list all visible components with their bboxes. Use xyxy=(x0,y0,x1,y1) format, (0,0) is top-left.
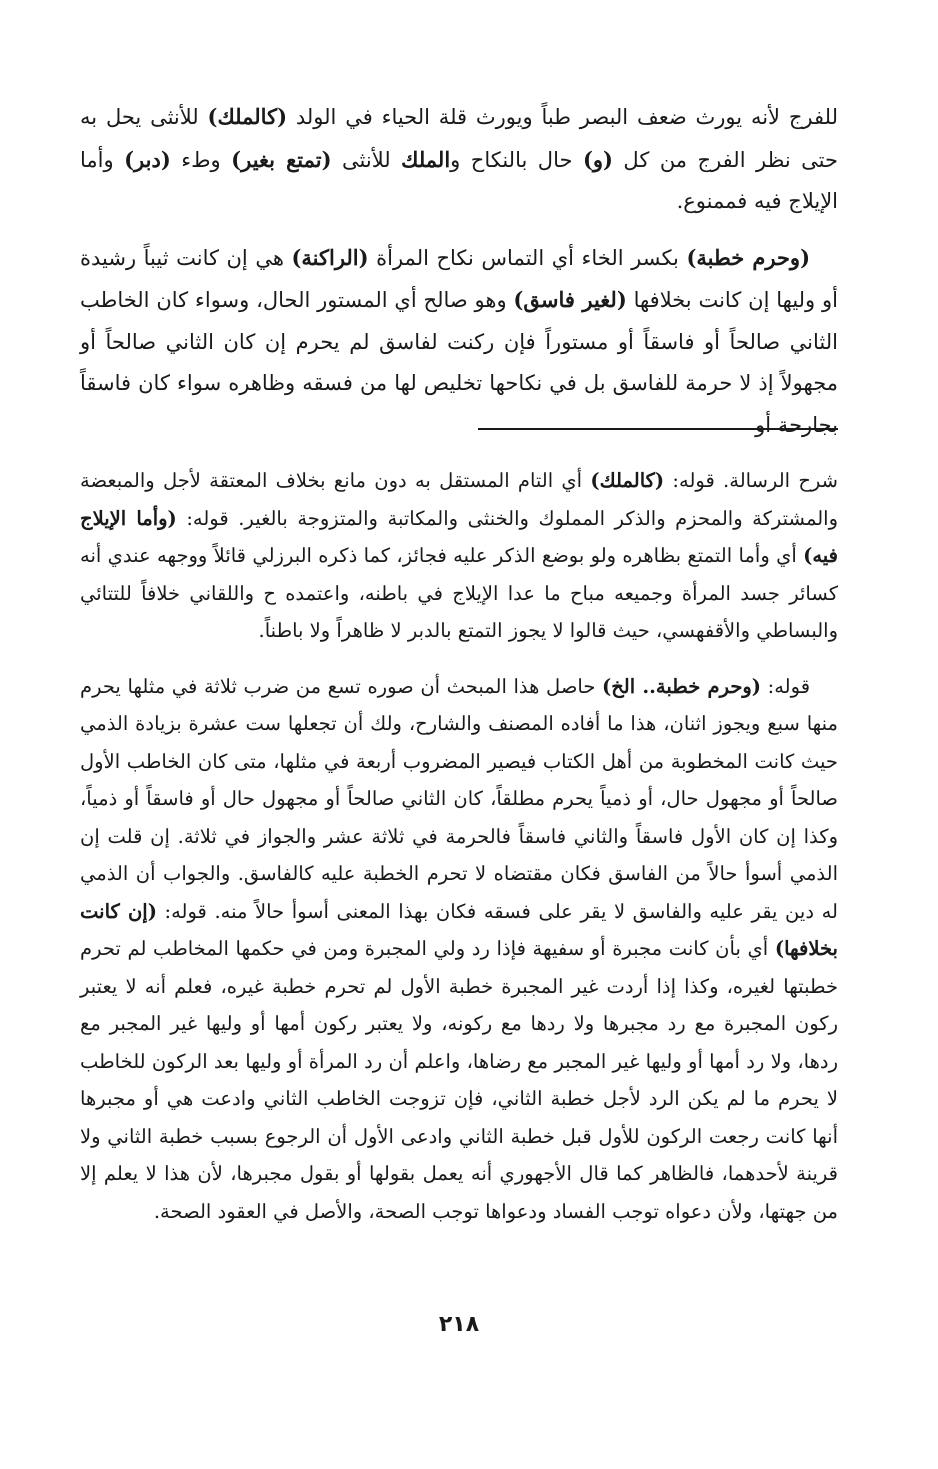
bold-term: الملك xyxy=(401,146,451,172)
commentary-paragraph-1 xyxy=(80,462,838,650)
text-run: للأنثى يحل به حتى نظر الفرج من كل xyxy=(80,105,838,172)
text-run: وهو صالح أي المستور الحال، وسواء كان الخاطب الثاني صالحاً أو فاسقاً أو مستوراً فإن ركنت لفاسق لم يحرم إن كان الثاني صالحاً أو مجهولاً إذ لا حرمة للفاسق بل في نكاحها تخليص لها من فسقه وظاهره سواء كان فاسقاً بجارحة أو xyxy=(80,288,838,437)
bold-term: (دبر) xyxy=(124,146,171,172)
bold-term: (الراكنة) xyxy=(291,244,369,270)
bold-term: (تمتع بغير) xyxy=(231,146,332,172)
text-run: للأنثى xyxy=(331,147,402,172)
text-run: أي بأن كانت مجبرة أو سفيهة فإذا رد ولي المجبرة ومن في حكمها المخاطب لم تحرم خطبتها لغيره، وكذا إذا أردت غير المجبرة خطبة الأول لم تحرم خطبة غيره، فعلم أنه لا يعتبر ركون المجبرة مع رد مجبرها ولا ردها مع ركونه، ولا يعتبر ركون أمها أو وليها غير المجبر مع ردها، ولا رد أمها أو وليها غير المجبر مع رضاها، واعلم أن رد المرأة أو وليها بعد الركون للخاطب لا يحرم ما لم يكن الرد لأجل خطبة الثاني، فإن تزوجت الخاطب الثاني وادعت هي أو مجبرها أنها كانت رجعت الركون للأول قبل خطبة الثاني وادعى الأول أن الرجوع بسبب خطبة الثاني ولا قرينة لأحدهما، فالظاهر كما قال الأجهوري أنه يعمل بقولها أو بقول مجبرها، لأن هذا لا يعلم إلا من جهتها، ولأن دعواه توجب الفساد ودعواها توجب الصحة، والأصل في العقود الصحة. xyxy=(80,937,838,1223)
main-text xyxy=(80,96,838,446)
bold-term: (إن كانت بخلافها) xyxy=(80,899,838,960)
text-run: هي إن كانت ثيباً رشيدة أو وليها إن كانت بخلافها xyxy=(80,245,838,312)
footnote-divider xyxy=(478,428,838,430)
text-run: شرح الرسالة. قوله: xyxy=(664,469,839,492)
main-paragraph-1 xyxy=(80,96,838,223)
main-paragraph-2 xyxy=(80,237,838,447)
commentary-paragraph-2 xyxy=(80,668,838,1231)
bold-term: (وأما الإيلاج فيه) xyxy=(80,506,838,567)
bold-term: (وحرم خطبة.. الخ) xyxy=(601,674,762,698)
text-run: وأما الإيلاج فيه فممنوع. xyxy=(80,147,838,213)
bold-term: (لغير فاسق) xyxy=(513,287,627,312)
text-run: للفرج لأنه يورث ضعف البصر طباً ويورث قلة الحياء في الولد xyxy=(287,105,838,129)
text-run: حاصل هذا المبحث أن صوره تسع من ضرب ثلاثة في مثلها يحرم منها سبع ويجوز اثنان، هذا ما أفاده المصنف والشارح، ولك أن تجعلها ست عشرة بزيادة الذمي حيث كانت المخطوبة من أهل الكتاب فيصير المضروب أربعة في مثلها، متى كان الخاطب الأول صالحاً أو مجهول حال، أو ذمياً يحرم مطلقاً، كان الثاني صالحاً أو مجهول حال أو فاسقاً أو ذمياً، وكذا إن كان الأول فاسقاً والثاني فاسقاً فالحرمة في ثلاثة عشر والجواز في ثلاثة. إن قلت إن الذمي أسوأ حالاً من الفاسق فكان مقتضاه لا تحرم الخطبة عليه كالفاسق. والجواب أن الذمي له دين يقر عليه والفاسق لا يقر على فسقه فكان بهذا المعنى أسوأ حالاً منه. قوله: xyxy=(80,674,838,923)
book-page xyxy=(80,96,838,1416)
text-run: حال بالنكاح و xyxy=(450,147,583,172)
text-run: أي وأما التمتع بظاهره ولو بوضع الذكر عليه فجائز، كما ذكره البرزلي قائلاً ووجهه عندي أنه كسائر جسد المرأة وجميعه مباح ما عدا الإيلاج في باطنه، واعتمده ح واللقاني خلافاً للتتائي والبساطي والأقفهسي، حيث قالوا لا يجوز التمتع بالدبر لا ظاهراً ولا باطناً. xyxy=(80,544,838,642)
text-run: وطء xyxy=(170,147,232,172)
bold-term: (و) xyxy=(582,146,613,172)
bold-term: (وحرم خطبة) xyxy=(686,244,811,270)
commentary-section xyxy=(80,462,838,1248)
bold-term: (كالملك) xyxy=(590,469,665,492)
page-number: ٢١٨ xyxy=(438,1312,480,1337)
text-run: قوله: xyxy=(761,674,811,698)
text-run: بكسر الخاء أي التماس نكاح المرأة xyxy=(368,245,687,270)
text-run: أي التام المستقل به دون مانع بخلاف المعتقة لأجل والمبعضة والمشتركة والمحزم والذكر المملوك والخنثى والمكاتبة والمتزوجة بالغير. قوله: xyxy=(80,469,838,530)
bold-term: (كالملك) xyxy=(207,104,288,129)
